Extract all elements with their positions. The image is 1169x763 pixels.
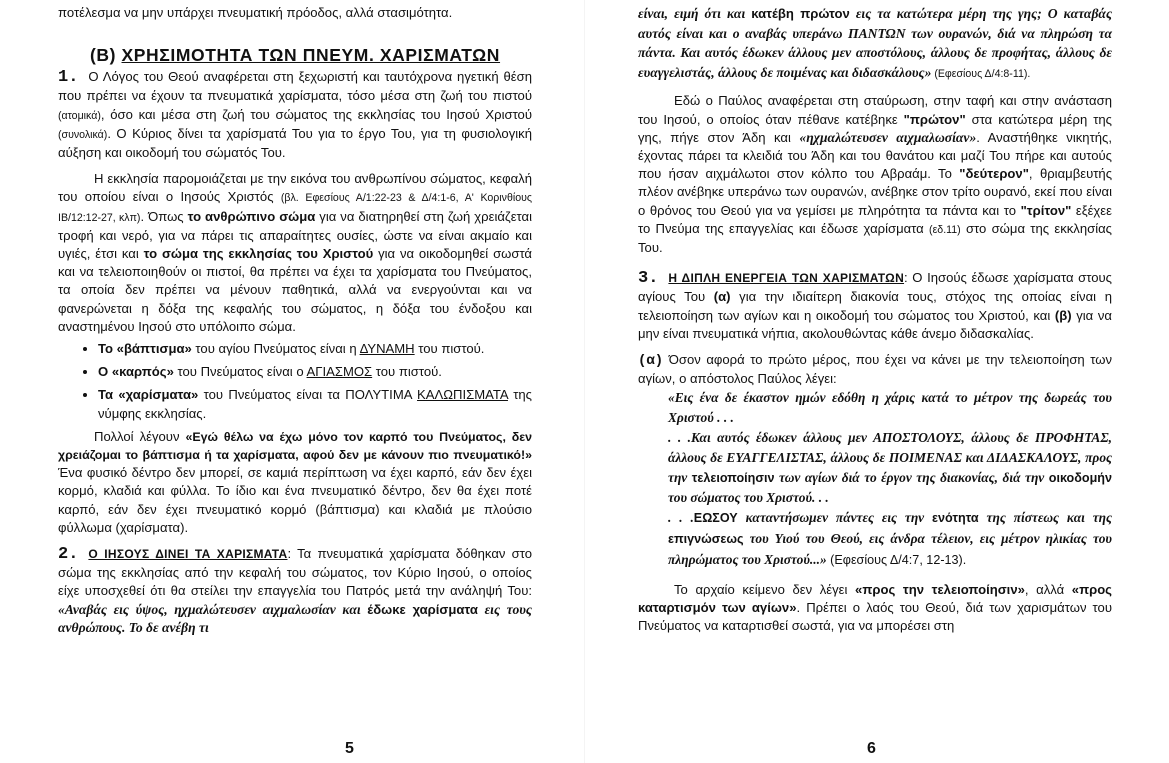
bold-run: επιγνώσεως — [668, 532, 744, 546]
text-run: της πίστεως και της — [978, 510, 1112, 526]
scripture-block — [668, 388, 1112, 570]
text-run: του σώματος του Χριστού. . . — [668, 490, 829, 506]
bold-run: (β) — [1054, 307, 1072, 323]
section-title: ΧΡΗΣΙΜΟΤΗΤΑ ΤΩΝ ΠΝΕΥΜ. ΧΑΡΙΣΜΑΤΩΝ — [121, 45, 501, 66]
point-number: 1. — [58, 68, 79, 88]
text-run: . Όπως — [140, 208, 188, 224]
text-run: , όσο και μέσα στη ζωή του σώματος της εκκλησίας του Ιησού Χριστού — [100, 106, 532, 122]
text-run: στα κατώτερα μέρη της γης, πήγε στον Άδη και — [638, 111, 1112, 145]
paragraph-5 — [638, 92, 1112, 257]
text-run: του πιστού. — [414, 341, 485, 357]
point-letter: (α) — [638, 353, 664, 370]
text-run: , θριαμβευτής πλέον ανέβηκε υπεράνω των ουρανών, ανέβηκε στον τρίτο ουρανό, εκεί που είναι ο θρόνος του Θεού για να γεμίσει με πληρότητα τα πάντα και το — [638, 166, 1112, 218]
text-run: . Ο Κύριος δίνει τα χαρίσματά Του για το έργο Του, για τη φυσιολογική αύξηση και οικοδομή του σώματός Του. — [58, 125, 532, 161]
left-page — [58, 0, 533, 757]
bold-run: Το «βάπτισμα» — [98, 341, 192, 357]
underlined-run: ΔΥΝΑΜΗ — [359, 341, 415, 357]
list-item — [98, 386, 532, 422]
bold-run: «προς καταρτισμόν των αγίων» — [638, 581, 1112, 615]
text-run: Ένα φυσικό δέντρο δεν μπορεί, σε καμιά περίπτωση να έχει καρπό, εάν δεν έχει κορμό, κλαδιά και φύλλα. Το ίδιο και ένα πνευματικό δέντρο, δεν θα έχει ποτέ καρπό, εάν δεν έχει πνευματικό κορμό (βάπτισμα) και κλαδιά με πλούσιο φύλλωμα (χαρίσματα). — [58, 465, 532, 535]
text-run: Η εκκλησία παρομοιάζεται με την εικόνα του ανθρωπίνου σώματος, κεφαλή του οποίου είναι ο Ιησούς Χριστός — [58, 171, 532, 205]
text-run: Όσον αφορά το πρώτο μέρος, που έχει να κάνει με την τελειοποίηση των αγίων, ο απόστολος Παύλος λέγει: — [638, 352, 1112, 387]
paragraph-7 — [638, 351, 1112, 388]
section-heading — [58, 44, 532, 66]
text-run: : Τα πνευματικά χαρίσματα δόθηκαν στο σώμα της εκκλησίας από την κεφαλή του σώματος, τον Κύριο Ιησού, ο οποίος είχε υποσχεθεί ότι θα στείλει την επαγγελία του Πατρός μετά την ανάληψή Του: — [58, 546, 532, 599]
list-item — [98, 363, 532, 381]
right-page — [638, 0, 1112, 757]
page-number-right: 6 — [867, 740, 876, 757]
text-run: . . . — [668, 510, 694, 526]
bold-quote: «Εγώ θέλω να έχω μόνο τον καρπό του Πνεύματος, δεν χρειάζομαι το βάπτισμα ή τα χαρίσματα, αφού δεν με κάνουν πιο πνευματικό!» — [58, 429, 532, 463]
bold-run: Ο «καρπός» — [98, 364, 174, 380]
bold-run: "δεύτερον" — [959, 166, 1029, 182]
scripture-quote: εις τα κατώτερα μέρη της γης; Ο καταβάς αυτός είναι και ο αναβάς υπεράνω ΠΑΝΤΩΝ των ουρανών, διά να πληρώση τα πάντα. Και αυτός έδωκεν άλλους μεν αποστόλους, άλλους δε προφήτας, άλλους δε ευαγγελιστάς, άλλους δε ποιμένας και διδασκάλους» — [638, 6, 1112, 80]
scripture-ref: (εδ.11) — [929, 223, 961, 236]
bullet-list — [58, 340, 532, 423]
text-run: Πολλοί λέγουν — [94, 428, 186, 444]
text-run: . Πρέπει ο λαός του Θεού, διά των χαρισμάτων του Πνεύματος να καταρτισθεί σωστά, για να μπορέσει στη — [638, 599, 1112, 633]
quote-continuation — [638, 4, 1112, 84]
paragraph-1 — [58, 68, 532, 162]
scripture-ref: (Εφεσίους Δ/4:7, 12-13). — [826, 552, 967, 567]
text-run: των αγίων διά το έργον της διακονίας, διά την — [774, 469, 1049, 485]
paragraph-3 — [58, 428, 532, 537]
underlined-run: ΚΑΛΩΠΙΣΜΑΤΑ — [417, 387, 508, 403]
text-run: του πιστού. — [372, 364, 442, 380]
bold-run: έδωκε χαρίσματα — [367, 601, 478, 617]
scripture-ref: (Εφεσίους Δ/4:8-11). — [931, 67, 1031, 80]
text-run: . . .Και αυτός έδωκεν άλλους μεν ΑΠΟΣΤΟΛΟΥΣ, άλλους δε ΠΡΟΦΗΤΑΣ, άλλους δε ΕΥΑΓΓΕΛΙΣΤΑΣ, άλλους δε ΠΟΙΜΕΝΑΣ και ΔΙΔΑΣΚΑΛΟΥΣ, προς την — [668, 430, 1112, 485]
page-number-left: 5 — [345, 740, 354, 757]
bold-run: οικοδομήν — [1048, 470, 1112, 485]
text-run: του αγίου Πνεύματος είναι η — [191, 341, 360, 357]
section-label: (Β) — [89, 45, 117, 66]
bold-run: κατέβη πρώτον — [751, 6, 850, 21]
quote-line-3 — [668, 508, 1112, 570]
text-run: στο σώμα της εκκλησίας Του. — [638, 220, 1112, 255]
text-run: (συνολικά) — [58, 128, 108, 141]
paragraph-6 — [638, 269, 1112, 343]
carryover-line: ποτέλεσμα να μην υπάρχει πνευματική πρόοδος, αλλά στασιμότητα. — [58, 5, 453, 20]
text-run: (ατομικά) — [58, 109, 101, 122]
scripture-quote: «ηχμαλώτευσεν αιχμαλωσίαν» — [799, 129, 977, 145]
text-run: Εδώ ο Παύλος αναφέρεται στη σταύρωση, στην ταφή και στην ανάσταση του Ιησού, ο οποίος όταν πέθανε κατέβηκε — [638, 93, 1112, 127]
text-run: για να μην είναι πνευματικά νήπια, ακολουθώντας κάθε άνεμο διδασκαλίας. — [638, 307, 1112, 341]
bold-run: «προς την τελειοποίησιν» — [855, 581, 1025, 597]
text-run: για την ιδιαίτερη διακονία τους, στόχος της οποίας είναι η τελειοποίηση των αγίων και η οικοδομή του σώματος του Χριστού, και — [638, 289, 1112, 323]
bold-run: "τρίτον" — [1020, 202, 1072, 218]
quote-line-2 — [668, 428, 1112, 508]
bold-run: το σώμα της εκκλησίας του Χριστού — [143, 246, 374, 262]
point-heading: Η ΔΙΠΛΗ ΕΝΕΡΓΕΙΑ ΤΩΝ ΧΑΡΙΣΜΑΤΩΝ — [668, 271, 905, 286]
bold-run: ΕΩΣΟΥ — [693, 511, 738, 526]
underlined-run: ΑΓΙΑΣΜΟΣ — [306, 364, 373, 380]
bold-run: τελειοποίησιν — [691, 470, 775, 485]
point-heading: Ο ΙΗΣΟΥΣ ΔΙΝΕΙ ΤΑ ΧΑΡΙΣΜΑΤΑ — [88, 547, 288, 562]
text-run: εξέχεε το Πνεύμα της επαγγελίας και έδωσε χαρίσματα — [638, 202, 1112, 236]
text-run: , αλλά — [1024, 581, 1072, 597]
scripture-quote: εις τους ανθρώπους. Το δε ανέβη τι — [58, 601, 532, 635]
bold-run: ενότητα — [932, 511, 979, 526]
text-run: καταντήσωμεν πάντες εις την — [737, 510, 932, 526]
point-number: 3. — [638, 269, 659, 289]
list-item — [98, 340, 532, 358]
text-run: Το αρχαίο κείμενο δεν λέγει — [674, 581, 856, 597]
text-run: : Ο Ιησούς έδωσε χαρίσματα στους αγίους Του — [638, 270, 1112, 305]
scripture-ref: (βλ. Εφεσίους Α/1:22-23 & Δ/4:1-6, Α' Κορινθίους ΙΒ/12:12-27, κλπ) — [58, 192, 532, 224]
bold-run: Τα «χαρίσματα» — [98, 387, 199, 403]
text-run: του Υιού του Θεού, εις άνδρα τέλειον, εις μέτρον ηλικίας του πληρώματος του Χριστού...» — [668, 531, 1112, 567]
text-run: της νύμφης εκκλησίας. — [98, 387, 532, 421]
text-run: του Πνεύματος είναι ο — [173, 364, 307, 380]
text-run: Ο Λόγος του Θεού αναφέρεται στη ξεχωριστή και ταυτόχρονα ηγετική θέση που πρέπει να έχουν τα πνευματικά χαρίσματα, τόσο μέσα στη ζωή του πιστού — [58, 69, 532, 104]
text-run: του Πνεύματος είναι τα ΠΟΛΥΤΙΜΑ — [198, 387, 418, 403]
point-number: 2. — [58, 545, 79, 565]
text-run: . Αναστήθηκε νικητής, έχοντας πάρει τα κλειδιά του Άδη και του θανάτου και μαζί Του πήρε και αυτούς που ήσαν αιχμάλωτοι στον κόλπο του Αβραάμ. Το — [638, 129, 1112, 182]
text-run: για να οικοδομηθεί σωστά και να τελειοποιηθούν οι πιστοί, θα πρέπει να έχει τα χαρίσματα του Πνεύματος, τα οποία δεν πρέπει να μένουν παθητικά, αλλά να ενεργούνται και να φανερώνεται η δόξα της κεφαλής του σώματος, η δόξα του ένδοξου και αναστημένου Ιησού στο υπόλοιπο σώμα. — [58, 246, 533, 334]
bold-run: το ανθρώπινο σώμα — [187, 208, 316, 224]
paragraph-2 — [58, 170, 532, 336]
paragraph-4 — [58, 545, 532, 637]
paragraph-8 — [638, 581, 1112, 636]
text-run: για να διατηρηθεί στη ζωή χρειάζεται τροφή και νερό, για να πάρει τις απαραίτητες ουσίες, ώστε να είναι ακμαίο και υγιές, έτσι και — [58, 208, 532, 262]
quote-line-1: «Εις ένα δε έκαστον ημών εδόθη η χάρις κατά το μέτρον της δωρεάς του Χριστού . . . — [668, 390, 1112, 426]
bold-run: "πρώτον" — [903, 111, 966, 127]
scripture-quote: «Αναβάς εις ύψος, ηχμαλώτευσεν αιχμαλωσίαν και — [58, 601, 368, 617]
scripture-quote: είναι, ειμή ότι και — [638, 6, 752, 21]
bold-run: (α) — [713, 289, 731, 305]
page-gutter — [584, 0, 585, 763]
